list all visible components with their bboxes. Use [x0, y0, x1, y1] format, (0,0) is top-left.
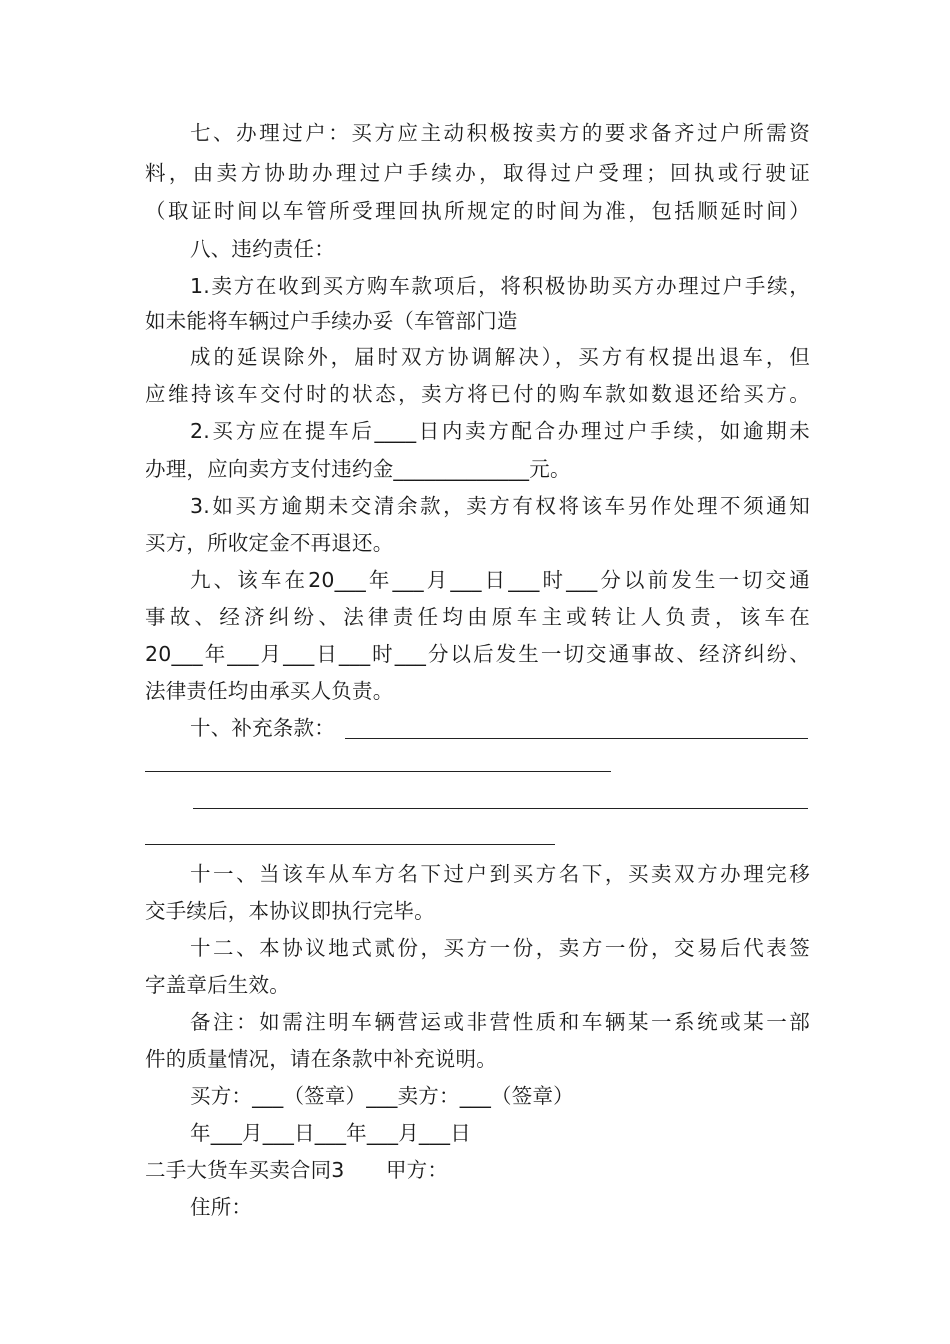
section-heading: 八、违约责任：: [190, 237, 335, 261]
text-line: 买方，所收定金不再退还。: [145, 531, 394, 555]
fill-in-line: [193, 808, 808, 809]
text-line: 办理，应向卖方支付违约金_____________元。: [145, 457, 571, 481]
signature-line: 买方：___（签章）___卖方：___（签章）: [190, 1084, 574, 1108]
text-line: 十一、当该车从车方名下过户到买方名下，买卖双方办理完移: [190, 862, 810, 886]
text-line: 七、办理过户：买方应主动积极按卖方的要求备齐过户所需资: [190, 121, 810, 145]
fill-in-line: [145, 844, 555, 845]
text-line: 料，由卖方协助办理过户手续办，取得过户受理；回执或行驶证: [145, 161, 810, 185]
fill-in-line: [345, 738, 808, 739]
text-line: 备注：如需注明车辆营运或非营性质和车辆某一系统或某一部: [190, 1010, 810, 1034]
section-heading: 十、补充条款：: [190, 716, 335, 740]
text-line: 件的质量情况，请在条款中补充说明。: [145, 1047, 497, 1071]
date-line: 年___月___日___年___月___日: [190, 1121, 471, 1145]
text-line: 法律责任均由承买人负责。: [145, 679, 394, 703]
text-line: 1.卖方在收到买方购车款项后，将积极协助买方办理过户手续，: [190, 274, 810, 298]
text-line: 如未能将车辆过户手续办妥（车管部门造: [145, 309, 518, 333]
text-line: 九、该车在20___年___月___日___时___分以前发生一切交通: [190, 568, 810, 592]
text-line: 字盖章后生效。: [145, 973, 290, 997]
text-line: 2.买方应在提车后____日内卖方配合办理过户手续，如逾期未: [190, 419, 810, 443]
text-line: 成的延误除外，届时双方协调解决），买方有权提出退车，但: [190, 345, 810, 369]
contract-title: 二手大货车买卖合同3 甲方：: [145, 1158, 449, 1182]
text-line: 十二、本协议地式贰份，买方一份，卖方一份，交易后代表签: [190, 936, 810, 960]
text-line: 20___年___月___日___时___分以后发生一切交通事故、经济纠纷、: [145, 642, 810, 666]
text-line: 交手续后，本协议即执行完毕。: [145, 899, 435, 923]
text-line: （取证时间以车管所受理回执所规定的时间为准，包括顺延时间）: [145, 199, 810, 223]
text-line: 事故、经济纠纷、法律责任均由原车主或转让人负责，该车在: [145, 605, 810, 629]
text-line: 3.如买方逾期未交清余款，卖方有权将该车另作处理不须通知: [190, 494, 810, 518]
fill-in-line: [145, 771, 611, 772]
text-line: 住所：: [190, 1195, 253, 1219]
text-line: 应维持该车交付时的状态，卖方将已付的购车款如数退还给买方。: [145, 382, 810, 406]
